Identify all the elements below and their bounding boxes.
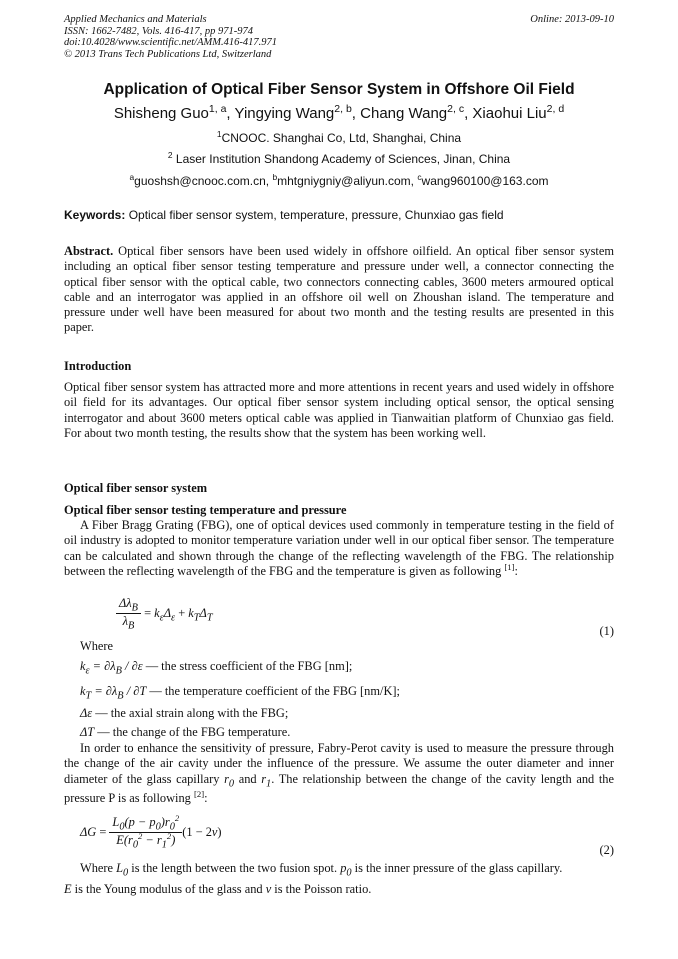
section-heading: Optical fiber sensor system: [64, 481, 208, 495]
def-text: — the temperature coefficient of the FBG [nm/K];: [146, 684, 400, 698]
abstract: [64, 244, 614, 336]
citation-2: [2]: [193, 789, 205, 800]
equation-2: ΔG = $\frac{L_0(p - p_0)r_0^2}{E(r_0^2 - r_1^2)}$ (1 − 2v): [80, 812, 222, 851]
fbg-text-end: :: [514, 563, 518, 578]
email: guoshsh@cnooc.com.cn,: [134, 174, 273, 188]
def-text: — the axial strain along with the FBG;: [92, 706, 289, 720]
author-name: Chang Wang: [360, 105, 448, 122]
where2a: Where: [80, 861, 117, 875]
aff-text: CNOOC. Shanghai Co, Ltd, Shanghai, China: [221, 131, 462, 145]
equation-1: $\frac{\Delta\lambda_B}{\lambda_B}$ = $k_\varepsilon\Delta_\varepsilon + k_T\Delta_T$: [116, 596, 213, 632]
abstract-label: Abstract.: [64, 244, 114, 258]
aff-sup: 2: [167, 150, 173, 160]
definition-k-epsilon: $k_\varepsilon = \partial\lambda_B / \partial\varepsilon$ — the stress coefficient of the FBG [nm];: [80, 659, 353, 677]
citation-1: [1]: [504, 561, 515, 572]
copyright: © 2013 Trans Tech Publications Ltd, Switzerland: [64, 48, 272, 60]
aff-text: Laser Institution Shandong Academy of Sciences, Jinan, China: [172, 152, 511, 166]
fbg-paragraph: [64, 518, 614, 579]
abstract-text: Optical fiber sensors have been used widely in offshore oilfield. An optical fiber sensor system including an optical fiber sensor testing temperature and pressure under well, a connector connecting the optical fiber sensor with the optical cable, two connectors connecting cables, 3600 meters armoured optical cable and an interrogator was applied in an offshore oil well on Zhoushan island. The temperature and pressure under well have been measured for about two month and the testing results are presented in this paper.: [64, 244, 614, 335]
definition-delta-t: ΔT — the change of the FBG temperature.: [80, 725, 291, 739]
email-sup: c: [417, 172, 422, 182]
keywords: [64, 208, 504, 222]
definition-delta-epsilon: Δε — the axial strain along with the FBG;: [80, 706, 289, 720]
aff-sup: 1: [216, 129, 222, 139]
introduction-text: Optical fiber sensor system has attracted more and more attentions in recent years and used widely in offshore oil field for its advantages. Our optical fiber sensor system including optical sensor, the optical sensing interrogator and about 3600 meters optical cable was applied in Tianwaitian platform of Chunxiao gas field. For about two month testing, the results show that the system has been working well.: [64, 380, 614, 440]
email-sup: a: [129, 172, 135, 182]
author-emails: [0, 174, 678, 188]
definition-k-t: $k_T = \partial\lambda_B / \partial T$ — the temperature coefficient of the FBG [nm/K];: [80, 684, 400, 702]
where-label: Where: [80, 639, 114, 653]
where-2-line: Where $L_0$ is the length between the two fusion spot. $p_0$ is the inner pressure of the glass capillary.: [80, 861, 563, 879]
journal-header: [64, 14, 277, 60]
subsection-heading: Optical fiber sensor testing temperature and pressure: [64, 503, 347, 517]
where2c: is the inner pressure of the glass capillary.: [351, 861, 563, 875]
fp-text-2: . The relationship between the change of the cavity length and the pressure P is as following: [64, 771, 614, 806]
issn: ISSN: 1662-7482, Vols. 416-417, pp 971-974: [64, 25, 253, 37]
introduction-heading: Introduction: [64, 359, 132, 373]
fp-text-end: :: [204, 791, 208, 806]
author-list: Shisheng Guo$^{1, a}$, Yingying Wang$^{2, b}$, Chang Wang$^{2, c}$, Xiaohui Liu$^{2, d}$: [113, 103, 565, 122]
journal-name: Applied Mechanics and Materials: [64, 14, 207, 25]
keywords-text: Optical fiber sensor system, temperature, pressure, Chunxiao gas field: [125, 208, 504, 222]
affiliation-1: [0, 131, 678, 145]
author-name: Yingying Wang: [234, 105, 335, 122]
keywords-label: Keywords:: [64, 208, 126, 222]
author-sup: 2, d: [546, 103, 565, 115]
fbg-text: A Fiber Bragg Grating (FBG), one of optical devices used commonly in temperature testing in the field of oil industry is adopted to monitor temperature variation under well in our optical fiber sensor. The temperature can be calculated and shown through the change of the reflecting wavelength of the FBG. The relationship between the reflecting wavelength of the FBG and the temperature is given as following: [64, 518, 614, 578]
email-sup: b: [272, 172, 278, 182]
def-text: — the stress coefficient of the FBG [nm];: [142, 659, 353, 673]
where-3-line: E is the Young modulus of the glass and v is the Poisson ratio.: [64, 882, 372, 896]
equation-2-number: (2): [599, 843, 614, 857]
fp-text: In order to enhance the sensitivity of pressure, Fabry-Perot cavity is used to measure the pressure through the change of the air cavity under the influence of the pressure. We assume the outer diameter and inner diameter of the glass capillary: [64, 741, 614, 786]
affiliation-2: [0, 152, 678, 166]
where3b: is the Poisson ratio.: [271, 882, 372, 896]
author-name: Xiaohui Liu: [472, 105, 547, 122]
def-text: — the change of the FBG temperature.: [94, 725, 291, 739]
author-sup: 2, b: [334, 103, 352, 115]
doi: doi:10.4028/www.scientific.net/AMM.416-417.971: [64, 37, 277, 48]
author-sup: 2, c: [447, 103, 465, 115]
email: wang960100@163.com: [421, 174, 549, 188]
where2b: is the length between the two fusion spot.: [128, 861, 341, 875]
email: mhtgniygniy@aliyun.com,: [277, 174, 418, 188]
fabry-perot-paragraph: In order to enhance the sensitivity of pressure, Fabry-Perot cavity is used to measure the pressure through the change of the air cavity under the influence of the pressure. We assume the outer diameter and inner diameter of the glass capillary $r_0$ and $r_1$. The relationship between the change of the cavity length and the pressure P is as following [2]:: [64, 741, 614, 806]
where3a: is the Young modulus of the glass and: [71, 882, 266, 896]
fp-and: and: [234, 771, 262, 786]
equation-1-number: (1): [599, 624, 614, 638]
online-date: Online: 2013-09-10: [530, 14, 614, 25]
paper-title: Application of Optical Fiber Sensor System in Offshore Oil Field: [103, 81, 575, 98]
author-name: Shisheng Guo: [113, 105, 209, 122]
author-sup: 1, a: [208, 103, 227, 115]
